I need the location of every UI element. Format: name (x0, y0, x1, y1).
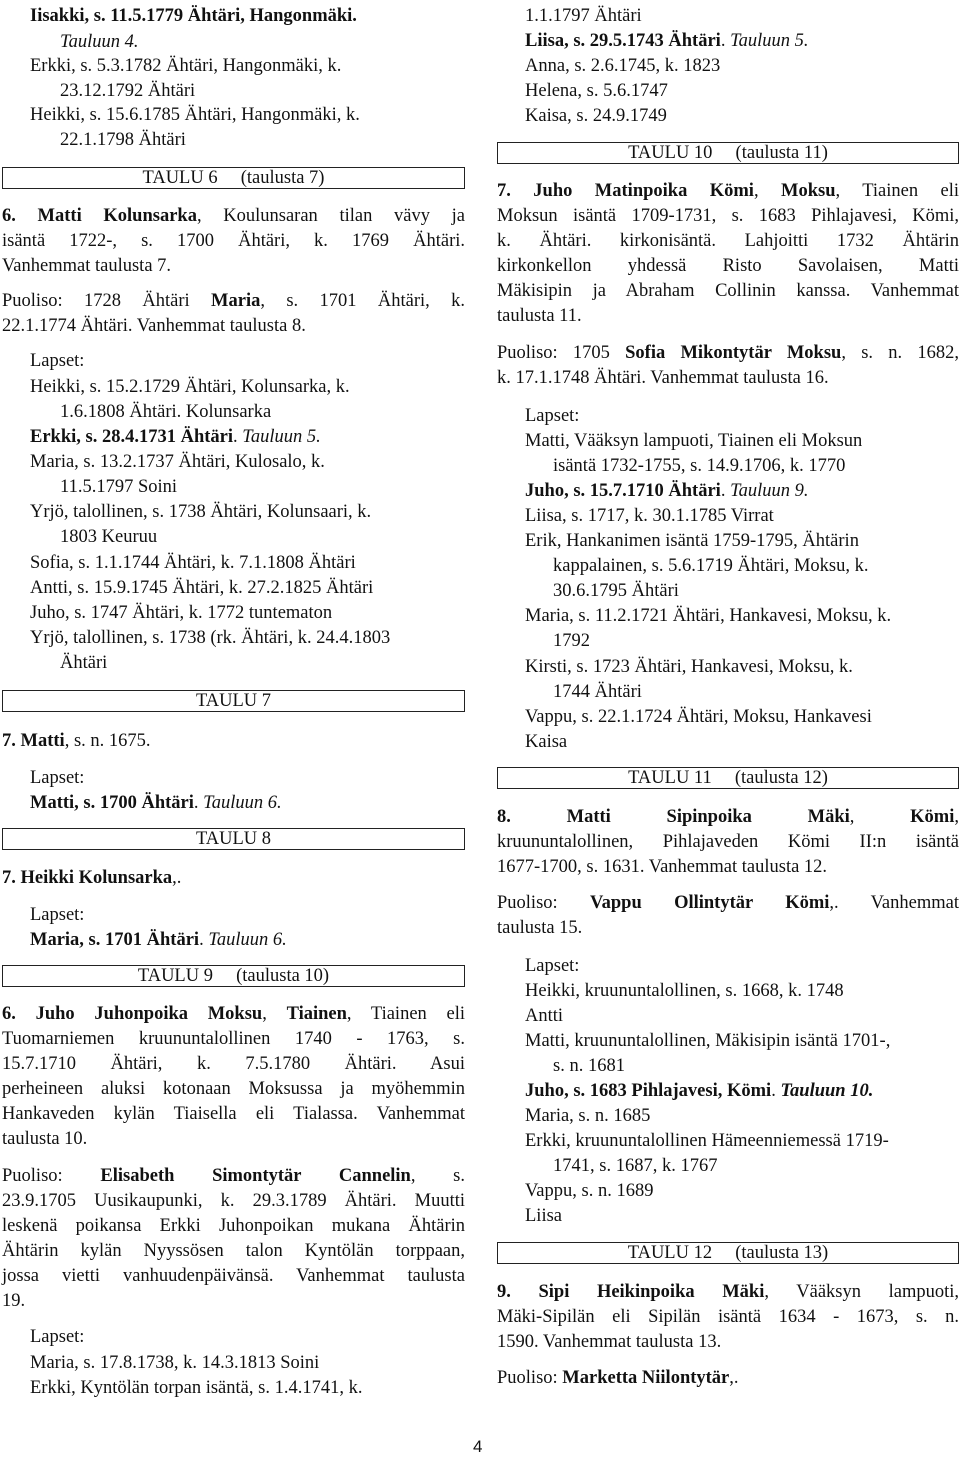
text: Vappu, s. 22.1.1724 Ähtäri, Moksu, Hankavesi (525, 707, 872, 727)
bold-text: Vappu Ollintytär Kömi (589, 893, 830, 913)
text: Liisa (525, 1206, 562, 1226)
text-line (30, 904, 84, 926)
text: . (720, 31, 731, 51)
text: Anna, s. 2.6.1745, k. 1823 (525, 56, 721, 76)
text-line (2, 255, 171, 277)
text: kappalainen, s. 5.6.1719 Ähtäri, Moksu, k. (553, 556, 869, 576)
bold-text: Elisabeth Simontytär Cannelin (100, 1166, 411, 1186)
text: ,. (729, 1368, 739, 1388)
text-line (60, 476, 177, 498)
bold-text: 9. Sipi Heikinpoika Mäki (497, 1282, 765, 1302)
text: Lapset: (30, 905, 85, 925)
text-line (497, 806, 959, 828)
text-line (2, 1265, 465, 1287)
text: Mäki-Sipilän eli Sipilän isäntä 1634 - 1673, s. n. (497, 1307, 959, 1327)
text: Kaisa (525, 732, 568, 752)
text: Heikki, kruununtalollinen, s. 1668, k. 1748 (525, 981, 844, 1001)
text-line (2, 1078, 465, 1100)
text-line (30, 5, 357, 27)
text: 11.5.1797 Soini (60, 477, 178, 497)
text-line (497, 367, 829, 389)
text: , s. (410, 1166, 465, 1186)
text: Maria, s. 13.2.1737 Ähtäri, Kulosalo, k. (30, 452, 325, 472)
text-line (553, 455, 845, 477)
text: 19. (2, 1291, 26, 1311)
text-line (525, 706, 872, 728)
text-line (60, 129, 186, 151)
text: ,. Vanhemmat (829, 893, 959, 913)
text-line (30, 792, 282, 814)
text: 23.12.1792 Ähtäri (60, 81, 196, 101)
text: 1.1.1797 Ähtäri (525, 6, 642, 26)
text: Lapset: (30, 351, 85, 371)
text-line (2, 1290, 25, 1312)
text: Kirsti, s. 1723 Ähtäri, Hankavesi, Moksu, k. (525, 657, 853, 677)
text-line (553, 630, 590, 652)
text-line (497, 1331, 721, 1353)
text-line (2, 1028, 465, 1050)
text-line (525, 1130, 889, 1152)
text-line (497, 255, 959, 277)
text: Tuomarniemen kruununtalollinen 1740 - 1763, s. (2, 1029, 465, 1049)
text: 1.6.1808 Ähtäri. Kolunsarka (60, 402, 272, 422)
text: Lapset: (525, 406, 580, 426)
text: Erik, Hankanimen isäntä 1759-1795, Ähtärin (525, 531, 859, 551)
text: taulusta 11. (497, 306, 582, 326)
text: Yrjö, talollinen, s. 1738 Ähtäri, Kolunsaari, k. (30, 502, 372, 522)
text-line (497, 831, 959, 853)
text-line (525, 80, 668, 102)
text: 1590. Vanhemmat taulusta 13. (497, 1332, 722, 1352)
text: Vanhemmat taulusta 7. (2, 256, 172, 276)
bold-text: Juho, s. 1683 Pihlajavesi, Kömi (525, 1081, 772, 1101)
text: k. 17.1.1748 Ähtäri. Vanhemmat taulusta 16. (497, 368, 829, 388)
table-heading-box: TAULU 7 (2, 690, 465, 712)
text-line (553, 580, 679, 602)
text-line (30, 1326, 84, 1348)
text-line (30, 350, 84, 372)
text: Helena, s. 5.6.1747 (525, 81, 668, 101)
text: Antti (525, 1006, 564, 1026)
text: Lapset: (525, 956, 580, 976)
text-line (525, 1205, 562, 1227)
bold-text: 6. Matti Kolunsarka (2, 206, 197, 226)
text-line (2, 1103, 465, 1125)
text-line (2, 1128, 87, 1150)
text: taulusta 15. (497, 918, 583, 938)
bold-text: Kömi (910, 807, 955, 827)
bold-text: Tiainen (286, 1004, 347, 1024)
text: Heikki, s. 15.6.1785 Ähtäri, Hangonmäki, k. (30, 105, 360, 125)
text: taulusta 10. (2, 1129, 88, 1149)
text-line (60, 80, 195, 102)
text-line (497, 230, 959, 252)
text-line (30, 552, 356, 574)
text: , s. n. 1682, (841, 343, 959, 363)
text: kruununtalollinen, Pihlajaveden Kömi II:n isäntä (497, 832, 959, 852)
bold-text: Maria, s. 1701 Ähtäri (30, 930, 200, 950)
text-line (497, 305, 582, 327)
text-line (60, 401, 271, 423)
bold-text: Matti, s. 1700 Ähtäri (30, 793, 194, 813)
text-line (497, 1367, 739, 1389)
text-line (525, 405, 579, 427)
text-line (525, 505, 774, 527)
text: 15.7.1710 Ähtäri, k. 7.5.1780 Ähtäri. Asui (2, 1054, 465, 1074)
text: Vappu, s. n. 1689 (525, 1181, 654, 1201)
text-line (497, 180, 959, 202)
bold-text: 7. Juho Matinpoika Kömi (497, 181, 754, 201)
text-line (553, 555, 869, 577)
text-line (2, 1053, 465, 1075)
text: k. Ähtäri. kirkonisäntä. Lahjoitti 1732 Ähtärin (497, 231, 959, 251)
text-line (525, 55, 720, 77)
text-line (2, 205, 465, 227)
text: 1677-1700, s. 1631. Vanhemmat taulusta 12. (497, 857, 828, 877)
text-line (2, 867, 181, 889)
text-line (497, 205, 959, 227)
table-heading-box: TAULU 11 (taulusta 12) (497, 767, 959, 789)
text-line (30, 767, 84, 789)
text: , Koulunsaran tilan vävy ja (196, 206, 465, 226)
text-line (525, 980, 844, 1002)
text: 1741, s. 1687, k. 1767 (553, 1156, 718, 1176)
text: kirkonkellon yhdessä Risto Savolaisen, Matti (497, 256, 959, 276)
text: Erkki, s. 5.3.1782 Ähtäri, Hangonmäki, k. (30, 56, 342, 76)
text: Moksun isäntä 1709-1731, s. 1683 Pihlajavesi, Kömi, (497, 206, 959, 226)
bold-text: Sofia Mikontytär Moksu (625, 343, 842, 363)
bold-text: Liisa, s. 29.5.1743 Ähtäri (525, 31, 721, 51)
text: ,. (172, 868, 182, 888)
text-line (497, 342, 959, 364)
text: . (771, 1081, 781, 1101)
bold-text: Erkki, s. 28.4.1731 Ähtäri (30, 427, 234, 447)
text: Puoliso: (497, 893, 590, 913)
text-line (553, 1155, 717, 1177)
text: 1792 (553, 631, 590, 651)
text-line (60, 526, 157, 548)
italic-text: Tauluun 4. (60, 32, 139, 52)
text-line (2, 1240, 465, 1262)
text: Matti, kruununtalollinen, Mäkisipin isäntä 1701-, (525, 1031, 891, 1051)
text-line (30, 929, 287, 951)
text: , Vääksyn lampuoti, (764, 1282, 959, 1302)
text: Sofia, s. 1.1.1744 Ähtäri, k. 7.1.1808 Ähtäri (30, 553, 356, 573)
text: Hankaveden kylän Tiaisella eli Tialassa. Vanhemmat (2, 1104, 465, 1124)
text-line (2, 1215, 465, 1237)
text-line (525, 1180, 653, 1202)
text: Yrjö, talollinen, s. 1738 (rk. Ähtäri, k. 24.4.1803 (30, 628, 391, 648)
text-line (525, 1080, 873, 1102)
page-number: 4 (473, 1437, 483, 1456)
text-line (525, 1005, 563, 1027)
text: Maria, s. 11.2.1721 Ähtäri, Hankavesi, Moksu, k. (525, 606, 892, 626)
text: Heikki, s. 15.2.1729 Ähtäri, Kolunsarka, k. (30, 377, 350, 397)
italic-text: Tauluun 6. (203, 793, 282, 813)
text: , Tiainen eli (835, 181, 960, 201)
table-heading-box: TAULU 12 (taulusta 13) (497, 1242, 959, 1264)
text: . (720, 481, 731, 501)
text: Ähtäri (60, 653, 108, 673)
table-heading-box: TAULU 9 (taulusta 10) (2, 965, 465, 987)
text: isäntä 1722-, s. 1700 Ähtäri, k. 1769 Ähtäri. (2, 231, 465, 251)
text-line (2, 730, 151, 752)
text: , s. n. 1675. (64, 731, 151, 751)
text-line (2, 1165, 465, 1187)
text-line (525, 5, 642, 27)
text: , (753, 181, 782, 201)
text-line (497, 1306, 959, 1328)
text-line (553, 681, 642, 703)
text: Erkki, kruununtalollinen Hämeenniemessä 1719- (525, 1131, 889, 1151)
text: Mäkisipin ja Abraham Collinin kanssa. Vanhemmat (497, 281, 959, 301)
text: Puoliso: 1728 Ähtäri (2, 291, 212, 311)
text: 23.9.1705 Uusikaupunki, k. 29.3.1789 Ähtäri. Muutti (2, 1191, 465, 1211)
bold-text: Maria (211, 291, 261, 311)
bold-text: Marketta Niilontytär (562, 1368, 730, 1388)
text-line (30, 577, 373, 599)
italic-text: Tauluun 5. (730, 31, 809, 51)
text: 1803 Keuruu (60, 527, 158, 547)
bold-text: 7. Heikki Kolunsarka (2, 868, 173, 888)
text-line (30, 426, 321, 448)
text-line (30, 376, 350, 398)
text: . (193, 793, 204, 813)
text: , s. 1701 Ähtäri, k. (260, 291, 465, 311)
text: Matti, Vääksyn lampuoti, Tiainen eli Moksun (525, 431, 863, 451)
text: isäntä 1732-1755, s. 14.9.1706, k. 1770 (553, 456, 846, 476)
text-line (525, 1105, 650, 1127)
table-heading-box: TAULU 6 (taulusta 7) (2, 167, 465, 189)
text: Puoliso: (497, 1368, 563, 1388)
text-line (525, 1030, 890, 1052)
text: Puoliso: 1705 (497, 343, 626, 363)
text-line (525, 480, 809, 502)
table-heading-box: TAULU 8 (2, 828, 465, 850)
text: . (233, 427, 243, 447)
bold-text: Moksu (781, 181, 836, 201)
text-line (525, 605, 891, 627)
text: Antti, s. 15.9.1745 Ähtäri, k. 27.2.1825 Ähtäri (30, 578, 374, 598)
text: 22.1.1774 Ähtäri. Vanhemmat taulusta 8. (2, 316, 306, 336)
text-line (525, 105, 667, 127)
text-line (553, 1055, 625, 1077)
text: leskenä poikansa Erkki Juhonpoikan mukana Ähtärin (2, 1216, 465, 1236)
text: . (199, 930, 209, 950)
text-line (525, 430, 862, 452)
text: , (262, 1004, 287, 1024)
text-line (497, 856, 827, 878)
text-line (30, 55, 341, 77)
text-line (30, 104, 360, 126)
text-line (525, 656, 853, 678)
text: Ähtärin kylän Nyyssösen talon Kyntölän torppaan, (2, 1241, 465, 1261)
text: s. n. 1681 (553, 1056, 625, 1076)
text-line (2, 230, 465, 252)
bold-text: Iisakki, s. 11.5.1779 Ähtäri, Hangonmäki. (30, 6, 357, 26)
text-line (525, 30, 809, 52)
text-line (2, 1190, 465, 1212)
text: , (954, 807, 959, 827)
text-line (30, 451, 325, 473)
bold-italic-text: Tauluun 10. (780, 1081, 874, 1101)
text-line (525, 731, 567, 753)
text-line (30, 1352, 319, 1374)
text-line (2, 1003, 465, 1025)
text-line (497, 1281, 959, 1303)
text-line (30, 501, 371, 523)
text-line (60, 652, 107, 674)
text: , (849, 807, 911, 827)
text: Lapset: (30, 768, 85, 788)
text: Maria, s. n. 1685 (525, 1106, 651, 1126)
bold-text: 8. Matti Sipinpoika Mäki (497, 807, 850, 827)
text: 30.6.1795 Ähtäri (553, 581, 679, 601)
text: Lapset: (30, 1327, 85, 1347)
table-heading-box: TAULU 10 (taulusta 11) (497, 142, 959, 164)
text: , Tiainen eli (346, 1004, 465, 1024)
text: Kaisa, s. 24.9.1749 (525, 106, 667, 126)
italic-text: Tauluun 6. (208, 930, 287, 950)
text-line (30, 627, 390, 649)
bold-text: 7. Matti (2, 731, 65, 751)
bold-text: Juho, s. 15.7.1710 Ähtäri (525, 481, 721, 501)
text: 22.1.1798 Ähtäri (60, 130, 186, 150)
text: Juho, s. 1747 Ähtäri, k. 1772 tuntematon (30, 603, 333, 623)
italic-text: Tauluun 9. (730, 481, 809, 501)
text-line (60, 31, 138, 53)
text-line (525, 955, 579, 977)
text-line (497, 892, 959, 914)
text-line (525, 530, 859, 552)
text: Maria, s. 17.8.1738, k. 14.3.1813 Soini (30, 1353, 320, 1373)
text-line (2, 315, 306, 337)
text: perheineen aluksi kotonaan Moksussa ja myöhemmin (2, 1079, 465, 1099)
text: Puoliso: (2, 1166, 101, 1186)
text: Liisa, s. 1717, k. 30.1.1785 Virrat (525, 506, 774, 526)
text: jossa vietti vanhuudenpäivänsä. Vanhemmat taulusta (2, 1266, 465, 1286)
text-line (30, 602, 332, 624)
text: Erkki, Kyntölän torpan isäntä, s. 1.4.1741, k. (30, 1378, 363, 1398)
italic-text: Tauluun 5. (242, 427, 321, 447)
text-line (497, 280, 959, 302)
bold-text: 6. Juho Juhonpoika Moksu (2, 1004, 263, 1024)
text-line (497, 917, 582, 939)
text-line (30, 1377, 362, 1399)
text-line (2, 290, 465, 312)
text: 1744 Ähtäri (553, 682, 642, 702)
